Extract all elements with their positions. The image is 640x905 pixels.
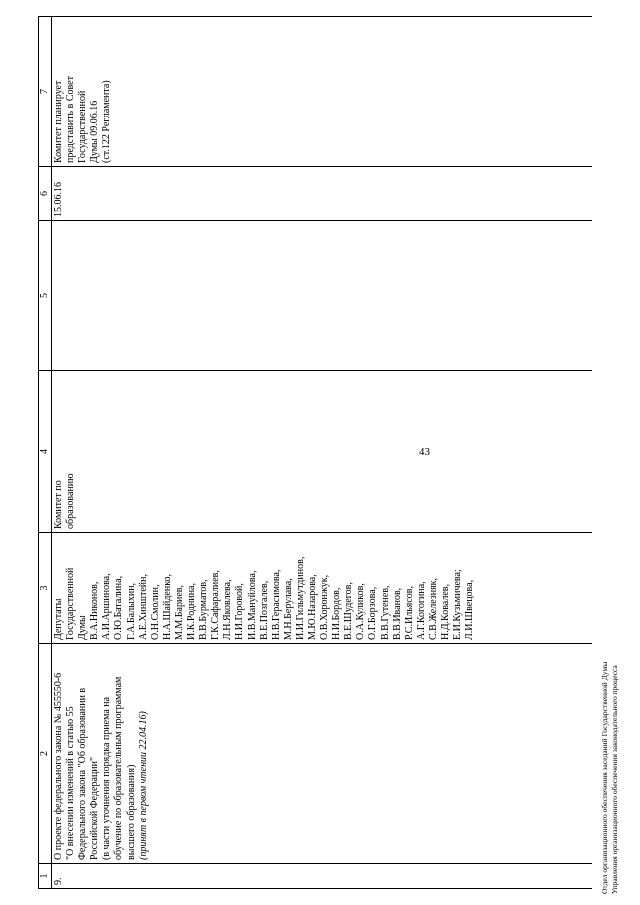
committee-line: Комитет по — [53, 480, 64, 529]
note-line: Комитет планирует — [53, 80, 64, 163]
author-line: Л.И.Швецова, — [464, 579, 476, 640]
authors-cell — [52, 533, 592, 644]
author-line: В.В.Иванов, — [391, 587, 403, 640]
author-line: В.В.Бурматов, — [198, 579, 210, 640]
header-col-5: 5 — [39, 221, 52, 371]
bill-line: высшего образования) — [125, 764, 137, 860]
author-line: Н.И.Горовой, — [234, 583, 246, 640]
bill-cell — [52, 644, 592, 864]
author-line: М.Ю.Назарова, — [306, 574, 318, 640]
note-line: представить в Совет — [65, 76, 77, 163]
bill-line: (в части уточнения порядка приема на — [101, 696, 113, 860]
bill-line: Российской Федерации" — [89, 756, 101, 860]
author-line: О.Г.Борзова, — [367, 586, 379, 640]
footer-line-2: Управления организационного обеспечения законодательного процесса — [610, 665, 619, 894]
bill-line: О проекте федерального закона № 455550-6 — [53, 672, 64, 860]
header-col-6: 6 — [39, 167, 52, 221]
note-line: Государственной — [77, 90, 89, 163]
header-col-1: 1 — [39, 864, 52, 889]
author-line: В.А.Никонов, — [89, 581, 101, 640]
legislation-table — [38, 16, 592, 889]
author-line: Думы — [77, 615, 89, 640]
header-row — [39, 17, 52, 889]
header-col-2: 2 — [39, 644, 52, 864]
author-line: Государственной — [65, 567, 77, 640]
note-cell — [52, 17, 592, 167]
header-col-3: 3 — [39, 533, 52, 644]
author-line: И.И.Гильмутдинов, — [294, 556, 306, 640]
author-line: Н.А.Шайденко, — [161, 573, 173, 640]
author-line: М.М.Бариев, — [173, 585, 185, 640]
author-line: Н.И.Бордов, — [331, 587, 343, 640]
author-line: В.Е.Шудегов, — [343, 582, 355, 640]
committee-line: образованию — [65, 473, 77, 529]
author-line: Г.К.Сафаралиев, — [210, 570, 222, 640]
author-line: Депутаты — [53, 598, 64, 640]
bill-line: "О внесении изменений в статью 55 — [65, 706, 77, 860]
committee-cell — [52, 371, 592, 533]
author-line: Л.Н.Яковлева, — [222, 579, 234, 640]
rotated-table-container — [38, 17, 598, 889]
bill-line: обучение по образовательным программам — [113, 676, 125, 860]
bill-line: Федерального закона "Об образовании в — [77, 687, 89, 860]
header-col-7: 7 — [39, 17, 52, 167]
author-line: И.В.Мануйлова, — [246, 570, 258, 640]
note-line: Думы 09.06.16 — [89, 100, 101, 163]
author-line: Г.А.Балыхин, — [125, 582, 137, 640]
note-line: (ст.122 Регламента) — [101, 80, 113, 163]
author-line: Н.В.Герасимова, — [270, 569, 282, 640]
author-line: О.А.Куликов, — [355, 583, 367, 640]
author-line: И.К.Роднина, — [186, 583, 198, 640]
author-line: Р.С.Ильясов, — [403, 585, 415, 640]
page-number: 43 — [419, 446, 430, 458]
col5-cell — [52, 221, 592, 371]
table-row — [52, 17, 592, 889]
header-col-4: 4 — [39, 371, 52, 533]
bill-status: (принят в первом чтении 22.04.16) — [137, 711, 149, 860]
author-line: М.Н.Берулава, — [282, 578, 294, 640]
author-line: Н.Д.Ковалев, — [440, 584, 451, 640]
author-line: О.Н.Смолин, — [149, 584, 161, 640]
author-line: О.В.Хоронжук, — [319, 574, 331, 640]
author-line: Е.И.Кузьмичева; — [452, 569, 464, 640]
author-line: А.И.Аршинова, — [101, 573, 113, 640]
author-line: В.В.Гутенев, — [379, 585, 391, 640]
footer-line-1: Отдел организационного обеспечения заседаний Государственной Думы — [600, 661, 609, 894]
author-line: О.Ю.Баталина, — [113, 575, 125, 640]
author-line: А.Г.Когогина, — [415, 581, 427, 640]
author-line: С.В.Железняк, — [427, 577, 439, 640]
row-number: 9. — [52, 864, 592, 889]
date-cell: 15.06.16 — [52, 167, 592, 221]
author-line: А.Е.Хинштейн, — [137, 574, 149, 640]
author-line: В.Е.Позгалев, — [258, 580, 270, 640]
